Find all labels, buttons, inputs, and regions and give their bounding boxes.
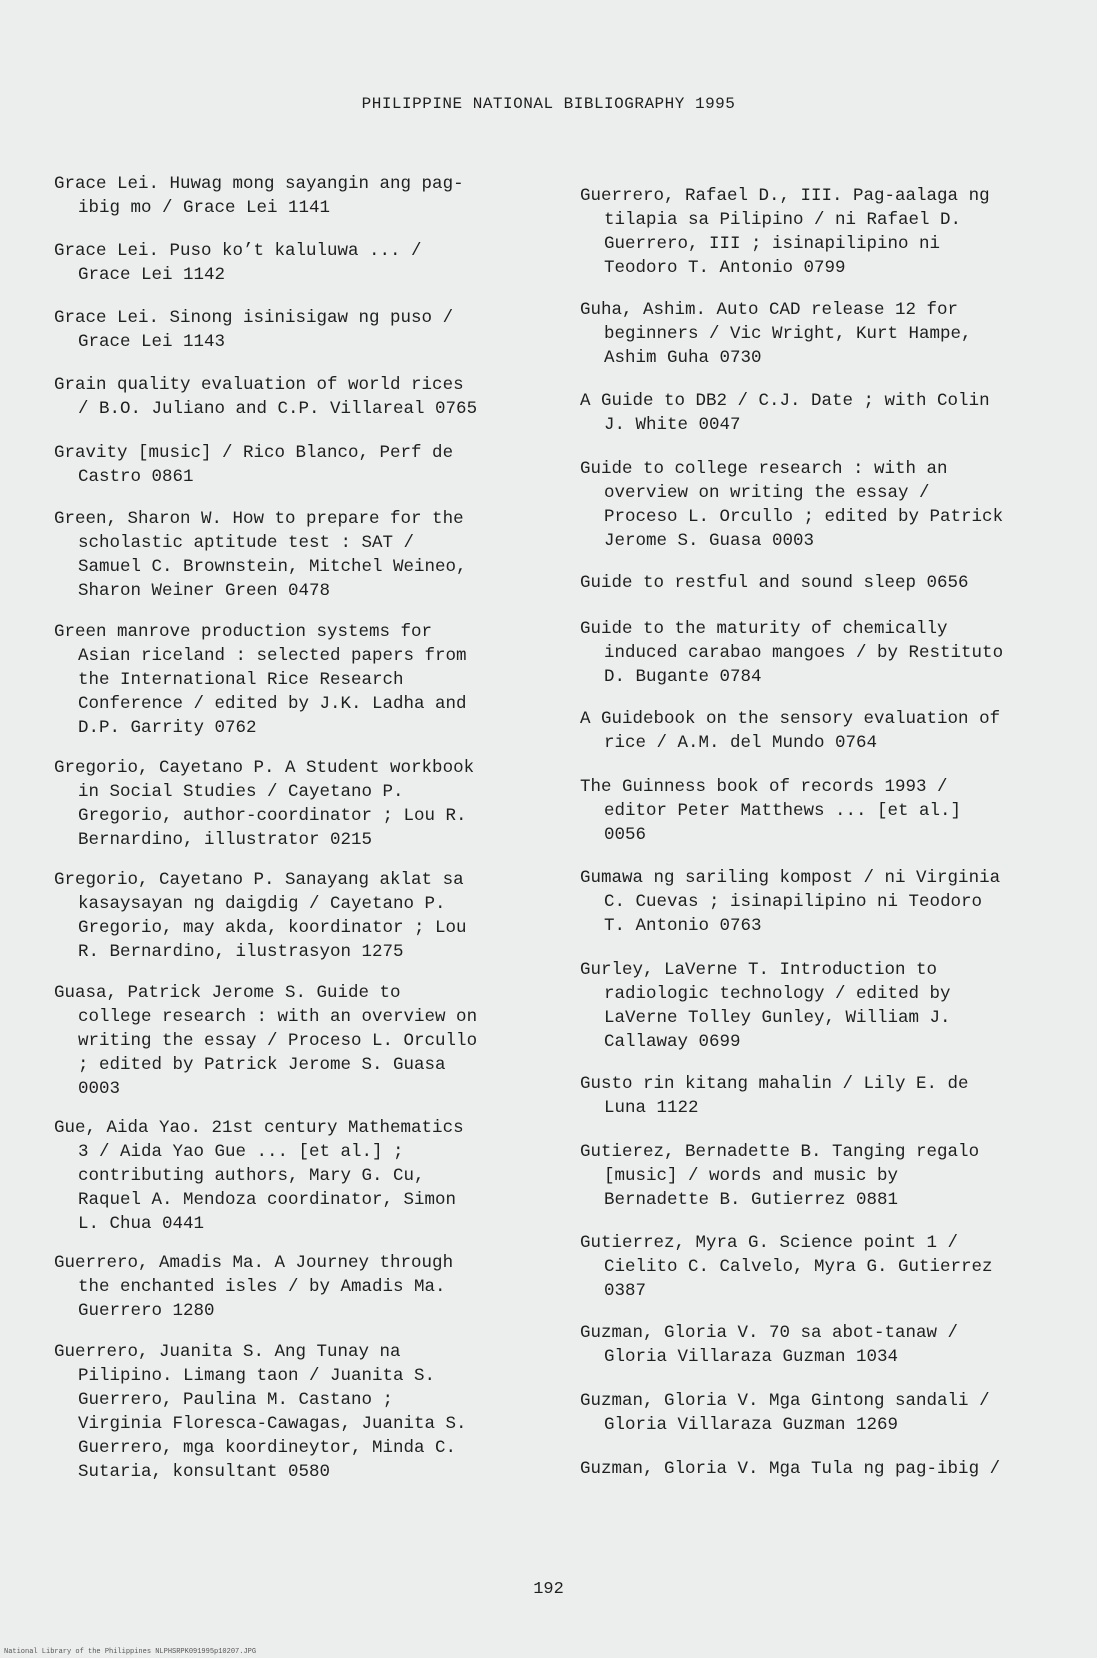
bibliography-entry: Guasa, Patrick Jerome S. Guide to college research : with an overview on writing the essay / Proceso L. Orcullo ; edited by Patrick Jerome S. Guasa 0003 — [54, 983, 478, 1099]
bibliography-entry: Guzman, Gloria V. Mga Gintong sandali / Gloria Villaraza Guzman 1269 — [580, 1391, 990, 1435]
bibliography-entry: Grain quality evaluation of world rices / B.O. Juliano and C.P. Villareal 0765 — [54, 375, 478, 419]
bibliography-entry: Green, Sharon W. How to prepare for the scholastic aptitude test : SAT / Samuel C. Brownstein, Mitchel Weineo, Sharon Weiner Green 0478 — [54, 509, 467, 601]
bibliography-entry: A Guide to DB2 / C.J. Date ; with Colin J. White 0047 — [580, 391, 990, 435]
bibliography-entry: Gregorio, Cayetano P. Sanayang aklat sa kasaysayan ng daigdig / Cayetano P. Gregorio, may akda, koordinator ; Lou R. Bernardino, ilustrasyon 1275 — [54, 870, 467, 962]
bibliography-entry: Gregorio, Cayetano P. A Student workbook in Social Studies / Cayetano P. Gregorio, author-coordinator ; Lou R. Bernardino, illustrator 0215 — [54, 758, 475, 850]
bibliography-entry: Gurley, LaVerne T. Introduction to radiologic technology / edited by LaVerne Tolley Gunley, William J. Callaway 0699 — [580, 960, 951, 1052]
bibliography-entry: Gutierez, Bernadette B. Tanging regalo [music] / words and music by Bernadette B. Gutierrez 0881 — [580, 1142, 980, 1210]
bibliography-entry: Guzman, Gloria V. Mga Tula ng pag-ibig / — [580, 1459, 1001, 1479]
bibliography-entry: Guide to college research : with an overview on writing the essay / Proceso L. Orcullo ; edited by Patrick Jerome S. Guasa 0003 — [580, 459, 1004, 551]
bibliography-entry: Grace Lei. Sinong isinisigaw ng puso / Grace Lei 1143 — [54, 308, 454, 352]
page-number: 192 — [533, 1580, 564, 1599]
bibliography-entry: The Guinness book of records 1993 / editor Peter Matthews ... [et al.] 0056 — [580, 777, 962, 845]
bibliography-entry: Gue, Aida Yao. 21st century Mathematics 3 / Aida Yao Gue ... [et al.] ; contributing authors, Mary G. Cu, Raquel A. Mendoza coordinator, Simon L. Chua 0441 — [54, 1118, 464, 1234]
bibliography-entry: Guerrero, Amadis Ma. A Journey through the enchanted isles / by Amadis Ma. Guerrero 1280 — [54, 1253, 454, 1321]
scan-footer: National Library of the Philippines NLPHSRPK091995p10207.JPG — [4, 1648, 257, 1656]
bibliography-entry: Guerrero, Rafael D., III. Pag-aalaga ng tilapia sa Pilipino / ni Rafael D. Guerrero, III ; isinapilipino ni Teodoro T. Antonio 0799 — [580, 186, 990, 278]
bibliography-entry: Grace Lei. Huwag mong sayangin ang pag- ibig mo / Grace Lei 1141 — [54, 174, 464, 218]
bibliography-entry: Guzman, Gloria V. 70 sa abot-tanaw / Gloria Villaraza Guzman 1034 — [580, 1323, 959, 1367]
bibliography-entry: Grace Lei. Puso ko’t kaluluwa ... / Grace Lei 1142 — [54, 241, 422, 285]
bibliography-entry: Guide to the maturity of chemically induced carabao mangoes / by Restituto D. Bugante 0784 — [580, 619, 1004, 687]
bibliography-entry: Guha, Ashim. Auto CAD release 12 for beginners / Vic Wright, Kurt Hampe, Ashim Guha 0730 — [580, 300, 972, 368]
bibliography-entry: A Guidebook on the sensory evaluation of rice / A.M. del Mundo 0764 — [580, 709, 1001, 753]
bibliography-entry: Gumawa ng sariling kompost / ni Virginia C. Cuevas ; isinapilipino ni Teodoro T. Antonio 0763 — [580, 868, 1001, 936]
bibliography-entry: Gusto rin kitang mahalin / Lily E. de Luna 1122 — [580, 1074, 969, 1118]
bibliography-entry: Gravity [music] / Rico Blanco, Perf de Castro 0861 — [54, 443, 454, 487]
bibliography-entry: Green manrove production systems for Asian riceland : selected papers from the International Rice Research Conference / edited by J.K. Ladha and D.P. Garrity 0762 — [54, 622, 467, 738]
bibliography-entry: Guerrero, Juanita S. Ang Tunay na Pilipino. Limang taon / Juanita S. Guerrero, Paulina M. Castano ; Virginia Floresca-Cawagas, Juanita S. Guerrero, mga koordineytor, Minda C. Sutaria, konsultant 0580 — [54, 1342, 467, 1482]
bibliography-entry: Gutierrez, Myra G. Science point 1 / Cielito C. Calvelo, Myra G. Gutierrez 0387 — [580, 1233, 993, 1301]
bibliography-entry: Guide to restful and sound sleep 0656 — [580, 573, 969, 593]
page-title: PHILIPPINE NATIONAL BIBLIOGRAPHY 1995 — [361, 95, 736, 113]
